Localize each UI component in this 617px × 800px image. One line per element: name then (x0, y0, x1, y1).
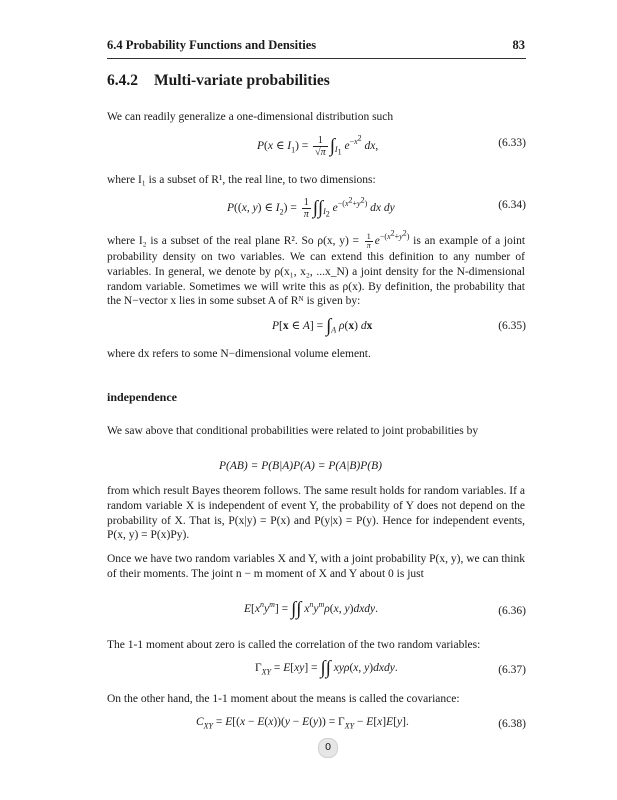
equation-number: (6.33) (498, 137, 526, 149)
equation-body: P(AB) = P(B|A)P(A) = P(A|B)P(B) (219, 460, 382, 472)
section-title: Multi-variate probabilities (154, 72, 330, 89)
page-marker-badge[interactable]: 0 (318, 738, 338, 758)
paragraph-intro: We can readily generalize a one-dimensional distribution such (107, 111, 394, 123)
paragraph-lead: where I₂ is a subset of the real plane R². So ρ(x, y) = (107, 235, 360, 248)
equation-number: (6.34) (498, 199, 526, 211)
equation-body: P(x ∈ $I_1$) = $\frac{1}{√\pi}$ $\int_{I_1}$ $e^{-x^2}$ dx, (257, 133, 379, 158)
equation-6-33 (107, 135, 526, 157)
equation-6-37 (107, 657, 526, 684)
paragraph-volume-element: where dx refers to some N−dimensional volume element. (107, 348, 371, 360)
equation-bayes (107, 460, 526, 482)
section-number: 6.4.2 (107, 72, 138, 89)
equation-body: P[x ∈ $A] = \int_A$ ρ(x) dx (272, 315, 373, 337)
paragraph-joint-density: where I₂ is a subset of the real plane R². So ρ(x, y) = $\frac{1}{\pi}$ $e^{-(x^2+y^2)}$ is an example of a joint probability density on two variables. We can extend this definition to any number of variables. In general, we denote by ρ(x₁, x₂, ...x_N) a joint density for the N-dimensional random variable. Sometimes we will write this as ρ(x). By definition, the probability that the N−vector x lies in some subset A of Rᴺ is given by: (107, 228, 526, 308)
equation-number: (6.37) (498, 664, 526, 676)
paragraph-correlation: The 1-1 moment about zero is called the correlation of the two random variables: (107, 639, 481, 651)
equation-body: P((x, y) ∈ $I_2$) = $\frac{1}{\pi}$ $\int\int_{I_2}$ $e^{-(x^2+y^2)}$ dx dy (227, 195, 395, 220)
paragraph-conditional: We saw above that conditional probabilities were related to joint probabilities by (107, 425, 479, 437)
paragraph-body: is an example of a joint probability density on two variables. We can extend this definition to any number of variables. In general, we denote by ρ(x₁, x₂, ...x_N) a joint density for the N-dimensional random variable. Sometimes we will write this as ρ(x). By definition, the probability that the N−vector x lies in some subset A of Rᴺ is given by: (107, 235, 526, 308)
equation-6-36 (107, 598, 526, 625)
equation-6-38 (107, 716, 526, 738)
equation-body: $C_{XY} = E[(x - E(x))(y - E(y)) = \Gamma_{XY} - E[x]E[y]$. (196, 716, 409, 731)
equation-number: (6.36) (498, 605, 526, 617)
equation-body: $E[x^ny^m]$ = ∫∫ $x^ny^m\rho(x$, y)dxdy. (244, 598, 379, 620)
paragraph-independence: from which result Bayes theorem follows. The same result holds for random variables. If a random variable X is independent of event Y, the probability of Y does not depend on the probability of X. That is, P(x|y) = P(x) and P(y|x) = P(y). Hence for independent events, P(x, y) = P(x)Py). (107, 485, 525, 542)
equation-number: (6.38) (498, 718, 526, 730)
equation-body: $\Gamma_{XY} = E[xy]$ = ∫∫ xyρ(x, y)dxdy. (255, 657, 398, 679)
running-header-section: 6.4 Probability Functions and Densities (107, 38, 317, 52)
running-header-page-number: 83 (512, 38, 525, 52)
subheading-independence: independence (107, 390, 178, 404)
header-rule (107, 58, 526, 59)
paragraph-two-dimensions: where I₁ is a subset of R¹, the real line, to two dimensions: (107, 174, 376, 186)
section-heading (107, 72, 330, 90)
paragraph-covariance: On the other hand, the 1-1 moment about the means is called the covariance: (107, 693, 460, 705)
equation-6-35 (107, 315, 526, 340)
equation-number: (6.35) (498, 320, 526, 332)
paragraph-moments: Once we have two random variables X and Y, with a joint probability P(x, y), we can think of their moments. The joint n − m moment of X and Y about 0 is just (107, 553, 525, 580)
equation-6-34 (107, 197, 526, 219)
